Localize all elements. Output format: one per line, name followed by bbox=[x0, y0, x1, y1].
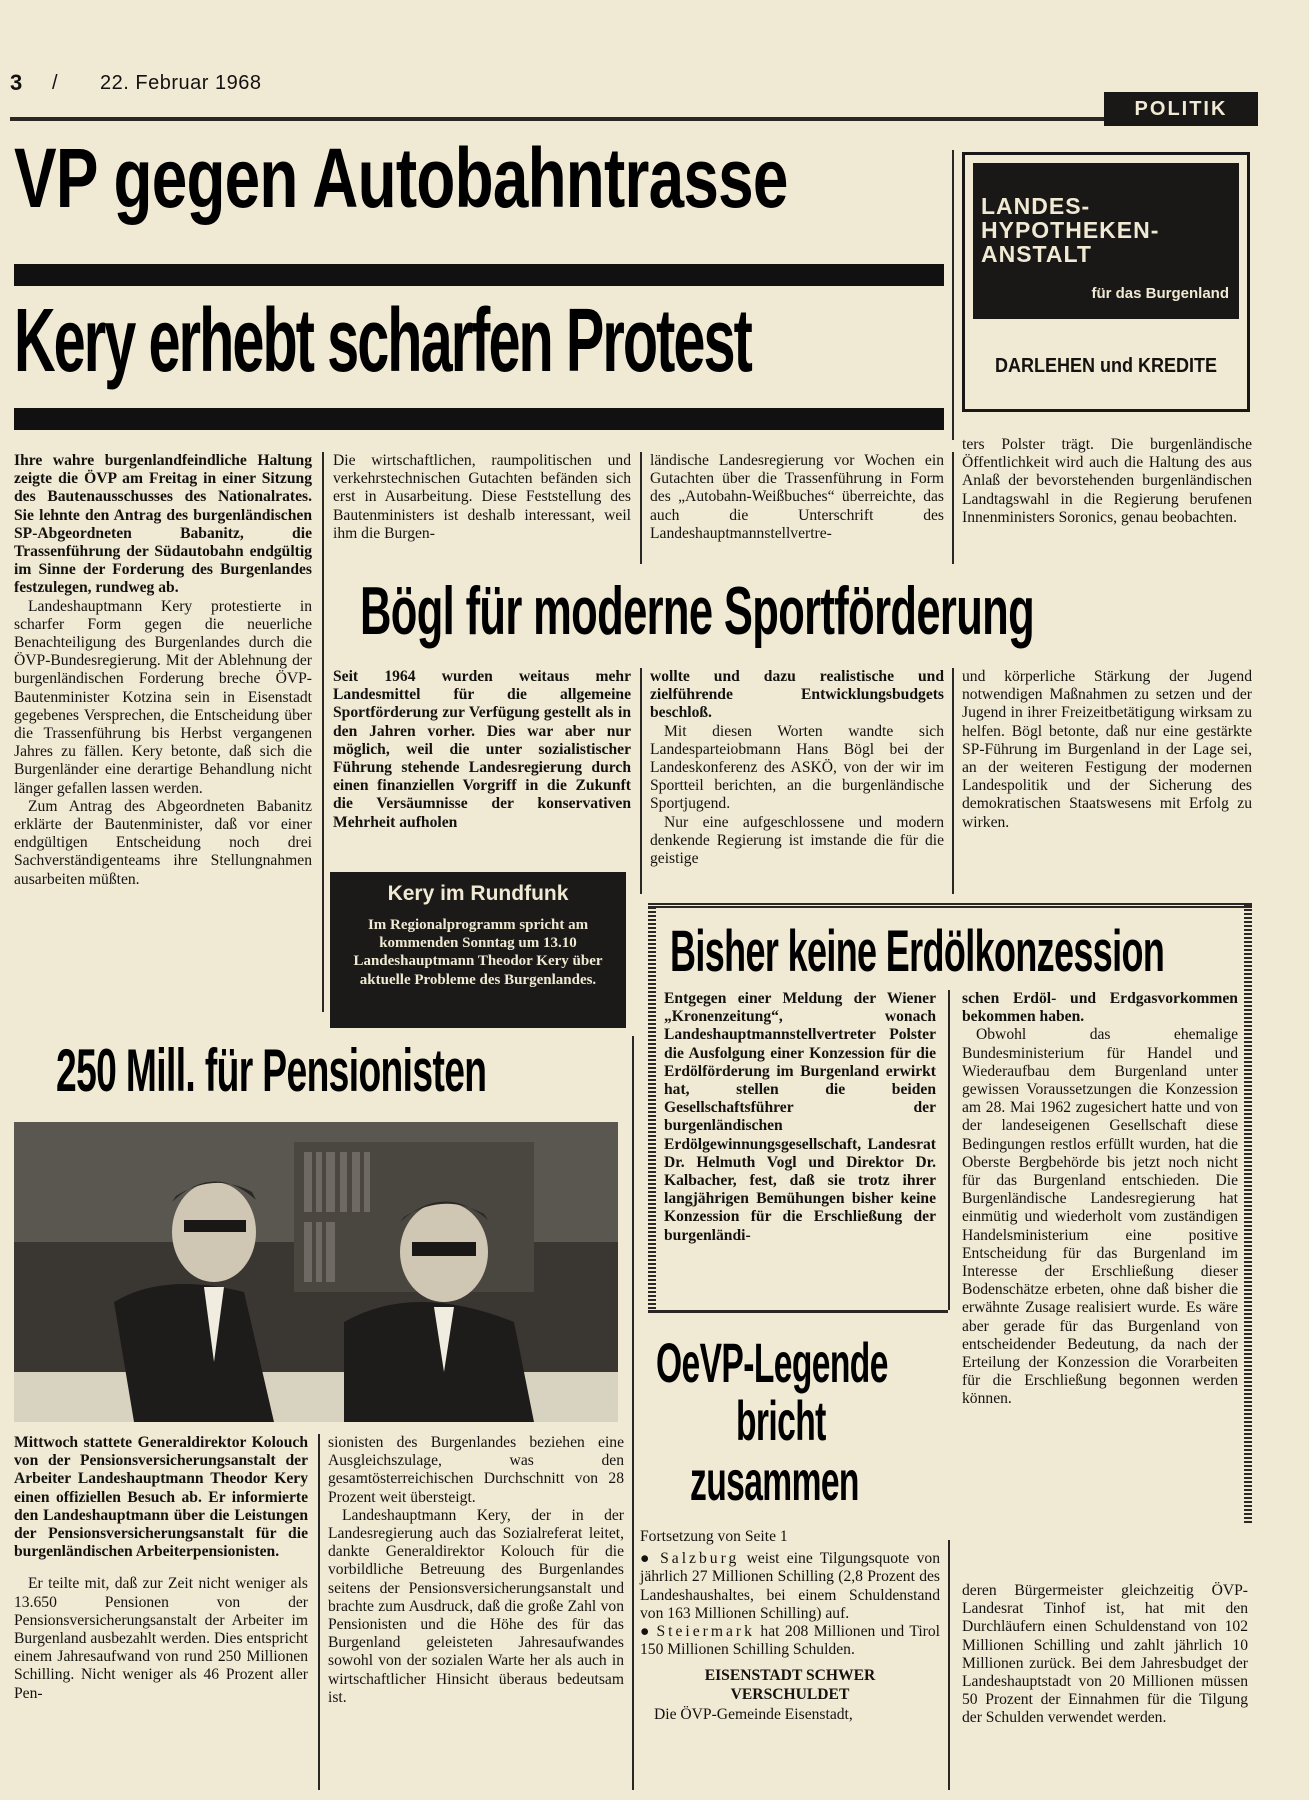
column-rule bbox=[952, 452, 954, 564]
bullet-icon: ● bbox=[640, 1623, 651, 1641]
autobahn-col4 bbox=[962, 436, 1252, 527]
erdoel-headline: Bisher keine Erdölkonzession bbox=[670, 919, 1165, 984]
photo-two-men-icon bbox=[14, 1122, 618, 1422]
ad-tagline: DARLEHEN und KREDITE bbox=[994, 355, 1217, 377]
autobahn-paragraph: Landeshauptmann Kery protestierte in scharfer Form gegen die neuerliche Benachteiligung des Burgenlandes durch die ÖVP-Bundesregierung. Mit der Ablehnung der burgenländischen Forderung breche ÖVP-Bautenminister Kotzina sein in Eisenstadt gegebenes Versprechen, die Entscheidung über die Trassenführung bis Herbst vergangenen Jahres zu fällen. Kery betonte, daß sich die Burgenländer eine derartige Behandlung nicht länger gefallen lassen werden. bbox=[14, 597, 312, 797]
erdoel-frame-bottom bbox=[648, 1310, 948, 1313]
sport-col3 bbox=[962, 668, 1252, 832]
column-rule bbox=[952, 150, 954, 440]
pension-paragraph: Landeshauptmann Kery, der in der Landesregierung auch das Sozialreferat leitet, dankte Generaldirektor Kolouch für die vorbildliche Betreuung des Burgenlandes seitens der Pensionsversicherungsanstalt und brachte zum Ausdruck, daß die große Zahl von Pensionisten und die Höhe des für das Burgenland geleisteten Jahresaufwandes sowohl von der sozialen Warte her als auch in wirtschaftlicher Hinsicht überaus bedeutsam ist. bbox=[328, 1506, 624, 1706]
pension-paragraph: Er teilte mit, daß zur Zeit nicht weniger als 13.650 Pensionen von der Pensionsversicherungsanstalt der Arbeiter im Burgenland ausbezahlt werden. Dies entspricht einem Jahresaufwand von rund 250 Millionen Schilling. Nicht weniger als 46 Prozent aller Pen- bbox=[14, 1575, 308, 1702]
sport-col1 bbox=[333, 668, 631, 832]
column-rule bbox=[640, 668, 642, 894]
autobahn-paragraph: ländische Landesregierung vor Wochen ein Gutachten über die Trassenführung in Form des „Autobahn-Weißbuches“ überreichte, das auch die Unterschrift des Landeshauptmannstellvertre- bbox=[650, 452, 944, 542]
legende-subhead: EISENSTADT SCHWER VERSCHULDET bbox=[704, 1667, 876, 1703]
legende-col2 bbox=[962, 1582, 1248, 1728]
pension-col1 bbox=[14, 1434, 308, 1703]
ad-dark-panel bbox=[973, 163, 1239, 319]
rundfunk-box bbox=[330, 872, 626, 1028]
legende-col1 bbox=[640, 1528, 940, 1724]
column-rule bbox=[640, 452, 642, 564]
sport-paragraph: und körperliche Stärkung der Jugend notwendigen Maßnahmen zu setzen und der Jugend in ihrer Freizeitbetätigung wirksam zu helfen. Bögl betonte, daß nur eine gestärkte SP-Führung im Burgenland in der Lage sei, an der weiteren Festigung der modernen Landespolitik und der Sicherung des demokratischen Staatswesens mit Erfolg zu wirken. bbox=[962, 668, 1252, 831]
sport-headline: Bögl für moderne Sportförderung bbox=[360, 573, 1035, 649]
page-number: 3 bbox=[10, 70, 23, 95]
main-headline-line2: Kery erhebt scharfen Protest bbox=[14, 291, 751, 391]
autobahn-paragraph: ters Polster trägt. Die burgenländische Öffentlichkeit wird auch die Haltung des aus Anlaß der bevorstehenden burgenländischen Landtagswahl in die Regierung berufenen Innenministers Soronics, genau beobachten. bbox=[962, 436, 1252, 526]
legende-headline bbox=[640, 1330, 940, 1520]
legende-headline-line3: zusammen bbox=[690, 1449, 859, 1512]
column-rule bbox=[948, 1540, 950, 1790]
photo-two-men bbox=[14, 1122, 618, 1422]
column-rule bbox=[948, 990, 950, 1310]
legende-continuation: Fortsetzung von Seite 1 bbox=[640, 1528, 788, 1545]
pension-lead: Mittwoch stattete Generaldirektor Kolouch von der Pensionsversicherungsanstalt der Arbeiter Landeshauptmann Theodor Kery einen offiziellen Besuch ab. Er informierte den Landeshauptmann über die Leistungen der Pensionsversicherungsanstalt für die burgenländischen Arbeiterpensionisten. bbox=[14, 1434, 308, 1561]
erdoel-frame-left bbox=[648, 903, 656, 1313]
legende-bullet-place: Steiermark bbox=[656, 1623, 755, 1641]
legende-headline-line2: bricht bbox=[736, 1389, 826, 1452]
legende-headline-line1: OeVP-Legende bbox=[656, 1331, 888, 1394]
legende-paragraph: Die ÖVP-Gemeinde Eisenstadt, bbox=[654, 1705, 853, 1723]
header-separator: / bbox=[52, 72, 58, 94]
column-rule bbox=[952, 668, 954, 894]
rundfunk-text: Im Regionalprogramm spricht am kommenden Sonntag um 13.10 Landeshauptmann Theodor Kery über aktuelle Probleme des Burgenlandes. bbox=[353, 917, 603, 988]
headline-bar bbox=[14, 408, 944, 430]
autobahn-lead: Ihre wahre burgenlandfeindliche Haltung zeigte die ÖVP am Freitag in einer Sitzung des Bautenausschusses des Nationalrates. Sie lehnte den Antrag des burgenländischen SP-Abgeordneten Babanitz, die Trassenführung der Südautobahn endgültig im Sinne der Forderung des Burgenlandes festzulegen, rundweg ab. bbox=[14, 452, 312, 597]
column-rule bbox=[318, 1434, 320, 1790]
erdoel-col2 bbox=[962, 990, 1238, 1409]
legende-bullet-1 bbox=[640, 1550, 940, 1623]
erdoel-lead: Entgegen einer Meldung der Wiener „Kronenzeitung“, wonach Landeshauptmannstellvertreter Polster die Ausfolgung einer Konzession für die Erdölförderung im Burgenland erwirkt hat, stellen die beiden Gesellschaftsführer der burgenländischen Erdölgewinnungsgesellschaft, Landesrat Dr. Helmuth Vogl und Direktor Dr. Kalbacher, fest, daß sie trotz ihrer langjährigen Bemühungen bisher keine Konzession für die Erschließung der burgenländi- bbox=[664, 990, 936, 1244]
autobahn-col1 bbox=[14, 452, 312, 889]
sport-paragraph: Nur eine aufgeschlossene und modern denkende Regierung ist imstande die für die geistige bbox=[650, 813, 944, 868]
issue-date: 22. Februar 1968 bbox=[100, 72, 262, 94]
bank-advertisement bbox=[962, 152, 1250, 412]
ad-line4: für das Burgenland bbox=[1091, 285, 1229, 302]
legende-bullet-2 bbox=[640, 1623, 940, 1659]
bullet-icon: ● bbox=[640, 1550, 653, 1568]
pension-col2 bbox=[328, 1434, 624, 1707]
sport-col2 bbox=[650, 668, 944, 868]
pension-paragraph: sionisten des Burgenlandes beziehen eine Ausgleichszulage, was den gesamtösterreichischen Durchschnitt von 28 Prozent weit übersteigt. bbox=[328, 1434, 624, 1506]
legende-bullet-place: Salzburg bbox=[660, 1550, 740, 1568]
legende-paragraph: deren Bürgermeister gleichzeitig ÖVP-Landesrat Tinhof ist, hat mit den Durchläufern einen Schuldenstand von 102 Millionen Schilling und zahlt jährlich 10 Millionen zurück. Bei dem Jahresbudget der Landeshauptstadt von 20 Millionen müssen 50 Prozent der Einnahmen für die Tilgung der Schulden verwendet werden. bbox=[962, 1582, 1248, 1727]
erdoel-paragraph: Obwohl das ehemalige Bundesministerium für Handel und Wiederaufbau dem Burgenland unter gewissen Voraussetzungen die Konzession am 28. Mai 1962 zugesichert hatte und von der landeseigenen Gesellschaft diese Bedingungen restlos erfüllt wurden, hat die Oberste Bergbehörde bis jetzt noch nicht für das Burgenland entschieden. Die Burgenländische Landesregierung hat einmütig und wiederholt vom zuständigen Handelsministerium eine positive Entscheidung für das Burgenland im Interesse der Erschließung dieser Bodenschätze erbeten, ohne daß bisher die erwähnte Zusage realisiert wurde. Es wäre aber gerade für das Burgenland von entscheidender Bedeutung, da nach der Erteilung der Konzession die Vorarbeiten für die Erschließung begonnen werden können. bbox=[962, 1026, 1238, 1408]
erdoel-frame-right bbox=[1244, 903, 1252, 1523]
legende-bullet-text: weist eine Tilgungsquote von jährlich 27 Millionen Schilling (2,8 Prozent des Landeshaushaltes, bei einem Schuldenstand von 163 Millionen Schilling) auf. bbox=[640, 1550, 940, 1622]
autobahn-col2 bbox=[333, 452, 631, 543]
main-headline-line1: VP gegen Autobahntrasse bbox=[14, 140, 788, 225]
sport-paragraph: Mit diesen Worten wandte sich Landesparteiobmann Hans Bögl bei der Landeskonferenz des ASKÖ, von der wir im Sportteil berichten, an die burgenländische Sportjugend. bbox=[650, 722, 944, 813]
sport-lead: wollte und dazu realistische und zielführende Entwicklungsbudgets beschloß. bbox=[650, 668, 944, 722]
autobahn-col3 bbox=[650, 452, 944, 543]
headline-bar bbox=[14, 264, 944, 286]
rundfunk-title: Kery im Rundfunk bbox=[387, 882, 569, 905]
sport-lead: Seit 1964 wurden weitaus mehr Landesmittel für die allgemeine Sportförderung zur Verfügung gestellt als in den Jahren vorher. Dies war aber nur möglich, weil die unter sozialistischer Führung stehende Landesregierung durch einen finanziellen Vorgriff in die Zukunft die Versäumnisse der konservativen Mehrheit aufholen bbox=[333, 668, 631, 831]
column-rule bbox=[632, 1036, 634, 1790]
autobahn-paragraph: Zum Antrag des Abgeordneten Babanitz erklärte der Bautenminister, daß vor einer endgültigen Entscheidung noch drei Sachverständigenteams ihre Stellungnahmen ausarbeiten müßten. bbox=[14, 797, 312, 888]
ad-line3: ANSTALT bbox=[981, 241, 1092, 267]
section-label: POLITIK bbox=[1104, 92, 1258, 126]
legende-bullet-text: hat 208 Millionen und Tirol 150 Millionen Schilling Schulden. bbox=[640, 1623, 940, 1659]
autobahn-paragraph: Die wirtschaftlichen, raumpolitischen und verkehrstechnischen Gutachten befänden sich erst in Ausarbeitung. Diese Feststellung des Bautenministers ist deshalb interessant, weil ihm die Burgen- bbox=[333, 452, 631, 542]
ad-line1: LANDES- bbox=[981, 193, 1091, 219]
main-headline bbox=[14, 140, 944, 435]
pension-headline: 250 Mill. für Pensionisten bbox=[56, 1037, 487, 1104]
ad-line2: HYPOTHEKEN- bbox=[981, 217, 1160, 243]
erdoel-lead: schen Erdöl- und Erdgasvorkommen bekommen haben. bbox=[962, 990, 1238, 1026]
column-rule bbox=[322, 452, 324, 1012]
erdoel-col1 bbox=[664, 990, 936, 1245]
header-rule bbox=[10, 117, 1104, 121]
